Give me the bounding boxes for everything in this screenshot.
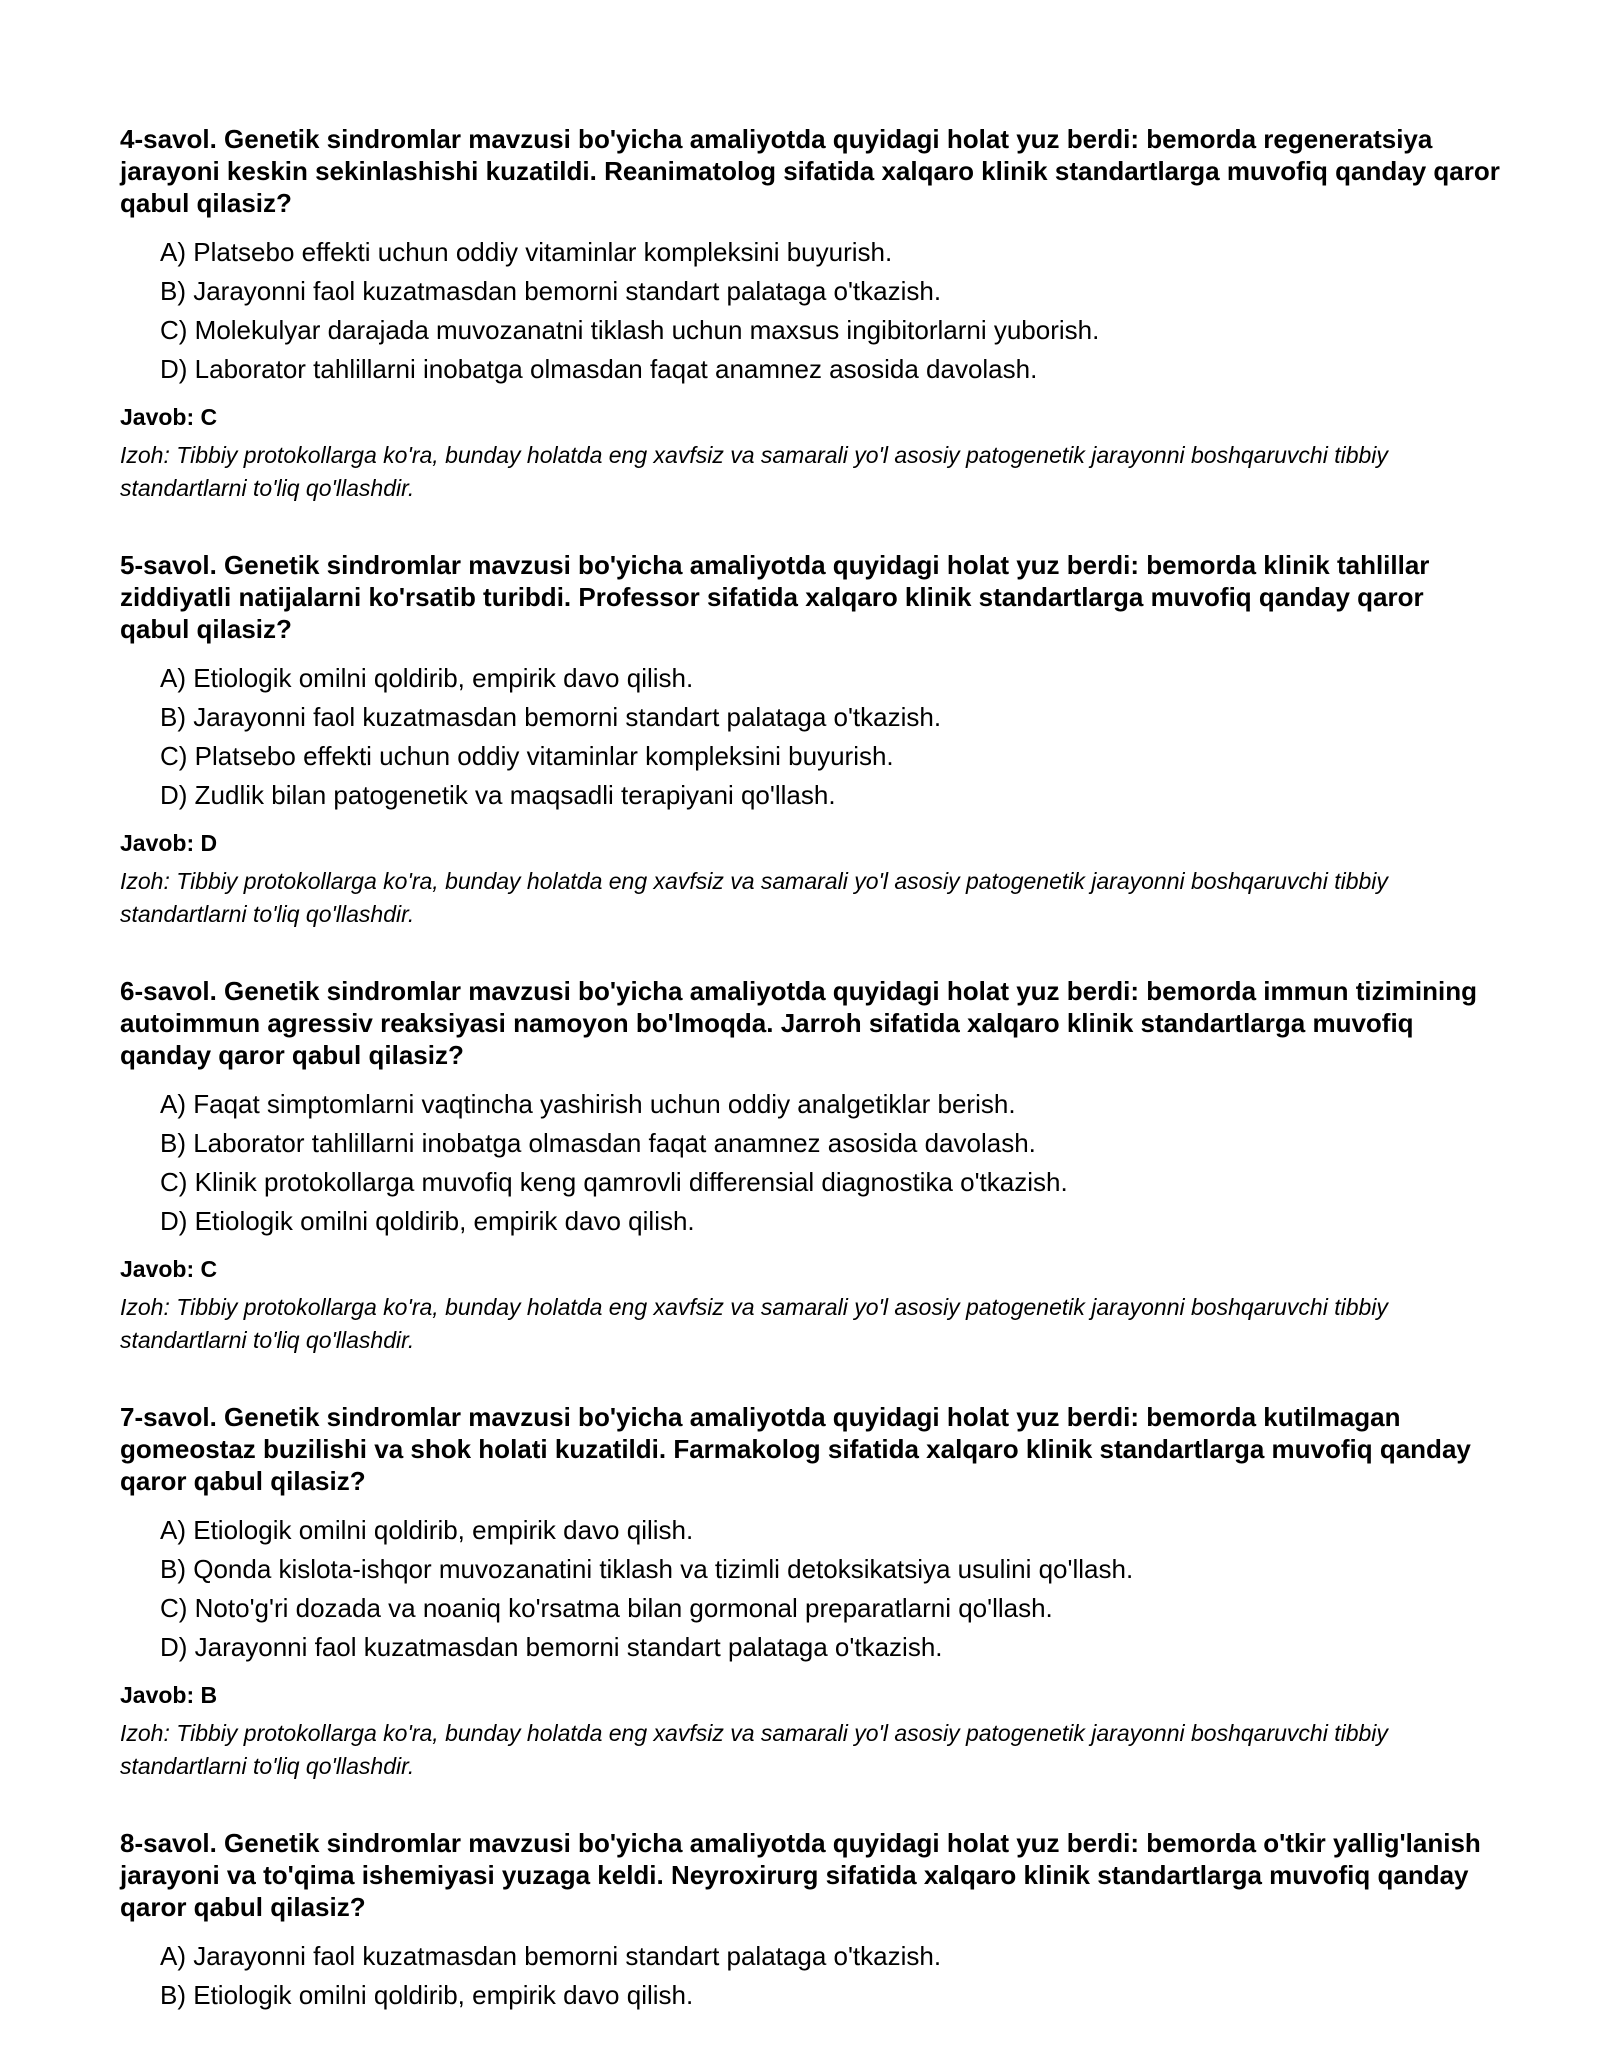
question-6 — [120, 975, 1500, 1357]
option-c: C) Klinik protokollarga muvofiq keng qamrovli differensial diagnostika o'tkazish. — [160, 1167, 1068, 1197]
option-c: C) Molekulyar darajada muvozanatni tiklash uchun maxsus ingibitorlarni yuborish. — [160, 315, 1100, 345]
option-b: B) Jarayonni faol kuzatmasdan bemorni standart palataga o'tkazish. — [160, 702, 942, 732]
option-a: A) Etiologik omilni qoldirib, empirik davo qilish. — [160, 663, 694, 693]
question-7 — [120, 1401, 1500, 1783]
answer-label: Javob: D — [120, 830, 218, 856]
option-b: B) Jarayonni faol kuzatmasdan bemorni standart palataga o'tkazish. — [160, 276, 942, 306]
option-b: B) Etiologik omilni qoldirib, empirik davo qilish. — [160, 1980, 694, 2010]
option-d: D) Laborator tahlillarni inobatga olmasdan faqat anamnez asosida davolash. — [160, 354, 1038, 384]
question-title: 4-savol. Genetik sindromlar mavzusi bo'yicha amaliyotda quyidagi holat yuz berdi: bemorda regeneratsiya jarayoni keskin sekinlashishi kuzatildi. Reanimatolog sifatida xalqaro klinik standartlarga muvofiq qanday qaror qabul qilasiz? — [120, 124, 1500, 218]
option-b: B) Qonda kislota-ishqor muvozanatini tiklash va tizimli detoksikatsiya usulini qo'llash. — [160, 1554, 1134, 1584]
question-title: 5-savol. Genetik sindromlar mavzusi bo'yicha amaliyotda quyidagi holat yuz berdi: bemorda klinik tahlillar ziddiyatli natijalarni ko'rsatib turibdi. Professor sifatida xalqaro klinik standartlarga muvofiq qanday qaror qabul qilasiz? — [120, 550, 1430, 644]
question-4 — [120, 123, 1500, 505]
option-c: C) Noto'g'ri dozada va noaniq ko'rsatma bilan gormonal preparatlarni qo'llash. — [160, 1593, 1053, 1623]
option-list — [160, 659, 1500, 815]
question-title: 6-savol. Genetik sindromlar mavzusi bo'yicha amaliyotda quyidagi holat yuz berdi: bemorda immun tizimining autoimmun agressiv reaksiyasi namoyon bo'lmoqda. Jarroh sifatida xalqaro klinik standartlarga muvofiq qanday qaror qabul qilasiz? — [120, 976, 1478, 1070]
option-list — [160, 1937, 1500, 2015]
question-title: 8-savol. Genetik sindromlar mavzusi bo'yicha amaliyotda quyidagi holat yuz berdi: bemorda o'tkir yallig'lanish jarayoni va to'qima ishemiyasi yuzaga keldi. Neyroxirurg sifatida xalqaro klinik standartlarga muvofiq qanday qaror qabul qilasiz? — [120, 1828, 1481, 1922]
answer-label: Javob: C — [120, 1256, 218, 1282]
explanation-note: Izoh: Tibbiy protokollarga ko'ra, bunday holatda eng xavfsiz va samarali yo'l asosiy patogenetik jarayonni boshqaruvchi tibbiy standartlarni to'liq qo'llashdir. — [120, 1294, 1388, 1353]
explanation-note: Izoh: Tibbiy protokollarga ko'ra, bunday holatda eng xavfsiz va samarali yo'l asosiy patogenetik jarayonni boshqaruvchi tibbiy standartlarni to'liq qo'llashdir. — [120, 868, 1388, 927]
option-a: A) Faqat simptomlarni vaqtincha yashirish uchun oddiy analgetiklar berish. — [160, 1089, 1016, 1119]
option-d: D) Jarayonni faol kuzatmasdan bemorni standart palataga o'tkazish. — [160, 1632, 943, 1662]
option-a: A) Platsebo effekti uchun oddiy vitaminlar kompleksini buyurish. — [160, 237, 893, 267]
answer-label: Javob: B — [120, 1682, 218, 1708]
option-d: D) Zudlik bilan patogenetik va maqsadli terapiyani qo'llash. — [160, 780, 836, 810]
document-page — [120, 123, 1500, 2059]
explanation-note: Izoh: Tibbiy protokollarga ko'ra, bunday holatda eng xavfsiz va samarali yo'l asosiy patogenetik jarayonni boshqaruvchi tibbiy standartlarni to'liq qo'llashdir. — [120, 442, 1388, 501]
question-title: 7-savol. Genetik sindromlar mavzusi bo'yicha amaliyotda quyidagi holat yuz berdi: bemorda kutilmagan gomeostaz buzilishi va shok holati kuzatildi. Farmakolog sifatida xalqaro klinik standartlarga muvofiq qanday qaror qabul qilasiz? — [120, 1402, 1471, 1496]
option-d: D) Etiologik omilni qoldirib, empirik davo qilish. — [160, 1206, 695, 1236]
option-c: C) Platsebo effekti uchun oddiy vitaminlar kompleksini buyurish. — [160, 741, 894, 771]
option-list — [160, 1085, 1500, 1241]
explanation-note: Izoh: Tibbiy protokollarga ko'ra, bunday holatda eng xavfsiz va samarali yo'l asosiy patogenetik jarayonni boshqaruvchi tibbiy standartlarni to'liq qo'llashdir. — [120, 1720, 1388, 1779]
option-b: B) Laborator tahlillarni inobatga olmasdan faqat anamnez asosida davolash. — [160, 1128, 1036, 1158]
answer-label: Javob: C — [120, 404, 218, 430]
option-a: A) Etiologik omilni qoldirib, empirik davo qilish. — [160, 1515, 694, 1545]
option-a: A) Jarayonni faol kuzatmasdan bemorni standart palataga o'tkazish. — [160, 1941, 942, 1971]
option-list — [160, 233, 1500, 389]
option-list — [160, 1511, 1500, 1667]
question-8 — [120, 1827, 1500, 2015]
question-5 — [120, 549, 1500, 931]
